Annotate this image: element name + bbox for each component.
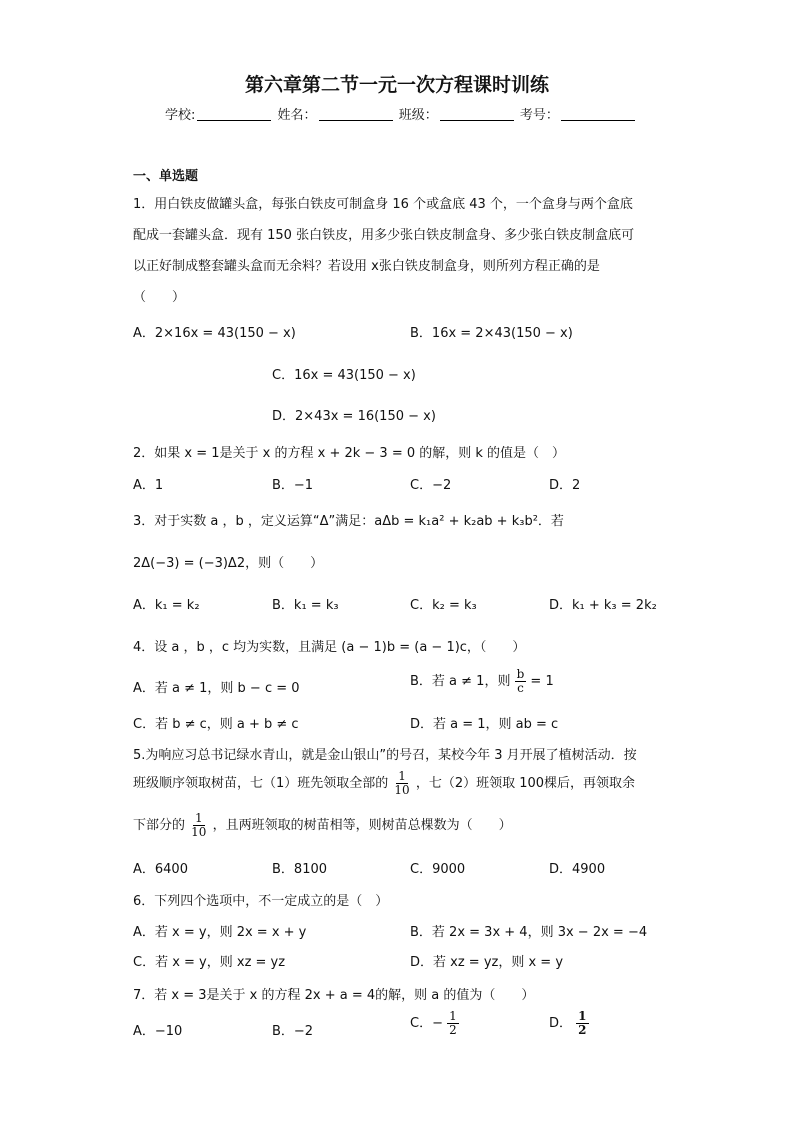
q5-line2 [133, 770, 635, 797]
name-label: 姓名： [277, 108, 317, 123]
q4-option-c[interactable]: C．若 b ≠ c，则 a + b ≠ c [133, 717, 299, 732]
school-blank [197, 108, 271, 121]
q3-option-d[interactable]: D．k₁ + k₃ = 2k₂ [549, 598, 657, 613]
q5-option-a[interactable]: A．6400 [133, 862, 188, 877]
q5-option-b[interactable]: B．8100 [272, 862, 328, 877]
q3-option-b[interactable]: B．k₁ = k₃ [272, 598, 339, 613]
q2-option-b[interactable]: B．−1 [272, 478, 314, 493]
school-label: 学校: [165, 108, 196, 123]
q3-option-a[interactable]: A．k₁ = k₂ [133, 598, 200, 613]
q4-option-b-fraction [515, 668, 527, 695]
q7-option-c[interactable] [410, 1010, 459, 1037]
q1-option-a[interactable]: A．2×16x = 43(150 − x) [133, 326, 296, 341]
q7-option-c-prefix: C．− [410, 1016, 443, 1031]
q4-b-numerator: b [516, 667, 525, 681]
q4-option-d[interactable]: D．若 a = 1，则 ab = c [410, 717, 559, 732]
q7-stem: 7．若 x = 3是关于 x 的方程 2x + a = 4的解，则 a 的值为（ ） [133, 988, 535, 1003]
q2-stem: 2．如果 x = 1是关于 x 的方程 x + 2k − 3 = 0 的解，则 k 的值是（ ） [133, 446, 566, 461]
q5-line2-b: ，七（2）班领取 100棵后，再领取余 [415, 776, 636, 791]
q4-b-denominator: c [517, 681, 524, 695]
q4-option-b-suffix: = 1 [530, 674, 554, 689]
q5-frac1-numerator: 1 [398, 769, 406, 783]
q5-line2-a: 班级顺序领取树苗，七（1）班先领取全部的 [133, 776, 389, 791]
name-blank [319, 108, 393, 121]
q5-frac2-denominator: 10 [191, 825, 207, 839]
q5-line3-b: ，且两班领取的树苗相等，则树苗总棵数为（ ） [212, 818, 512, 833]
q4-option-b[interactable] [410, 668, 554, 695]
q7-c-denominator: 2 [449, 1023, 457, 1037]
class-blank [440, 108, 514, 121]
q1-option-d[interactable]: D．2×43x = 16(150 − x) [272, 409, 436, 424]
q1-option-c[interactable]: C．16x = 43(150 − x) [272, 368, 416, 383]
number-label: 考号： [519, 108, 559, 123]
q6-option-b[interactable]: B．若 2x = 3x + 4，则 3x − 2x = −4 [410, 925, 648, 940]
q3-line2: 2Δ(−3) = (−3)Δ2，则（ ） [133, 556, 324, 571]
q2-option-d[interactable]: D．2 [549, 478, 581, 493]
q5-line3-a: 下部分的 [133, 818, 186, 833]
q1-line1: 1．用白铁皮做罐头盒，每张白铁皮可制盒身 16 个或盒底 43 个，一个盒身与两个盒底 [133, 197, 633, 212]
q7-option-d[interactable] [549, 1010, 589, 1037]
q6-stem: 6．下列四个选项中，不一定成立的是（ ） [133, 894, 389, 909]
q7-option-a[interactable]: A．−10 [133, 1024, 183, 1039]
q1-line2: 配成一套罐头盒．现有 150 张白铁皮，用多少张白铁皮制盒身、多少张白铁皮制盒底可 [133, 228, 635, 243]
class-label: 班级： [398, 108, 438, 123]
q4-option-a[interactable]: A．若 a ≠ 1，则 b − c = 0 [133, 681, 300, 696]
q7-option-b[interactable]: B．−2 [272, 1024, 314, 1039]
q5-line1: 5.为响应习总书记绿水青山，就是金山银山”的号召，某校今年 3 月开展了植树活动．按 [133, 748, 637, 763]
q2-option-a[interactable]: A．1 [133, 478, 164, 493]
q6-option-a[interactable]: A．若 x = y，则 2x = x + y [133, 925, 307, 940]
q2-option-c[interactable]: C．−2 [410, 478, 452, 493]
q5-option-d[interactable]: D．4900 [549, 862, 606, 877]
q5-fraction-1 [392, 770, 411, 797]
q7-d-numerator: 1 [578, 1009, 587, 1023]
q7-d-denominator: 2 [578, 1023, 587, 1037]
q6-option-c[interactable]: C．若 x = y，则 xz = yz [133, 955, 286, 970]
q7-c-numerator: 1 [449, 1009, 457, 1023]
number-blank [561, 108, 635, 121]
q7-option-c-fraction [447, 1010, 459, 1037]
q3-option-c[interactable]: C．k₂ = k₃ [410, 598, 477, 613]
q1-line3: 以正好制成整套罐头盒而无余料？若设用 x张白铁皮制盒身，则所列方程正确的是 [133, 259, 600, 274]
section-heading: 一、单选题 [133, 169, 199, 184]
q4-option-b-prefix: B．若 a ≠ 1，则 [410, 674, 511, 689]
q5-option-c[interactable]: C．9000 [410, 862, 466, 877]
q5-frac2-numerator: 1 [194, 811, 203, 825]
q1-option-b[interactable]: B．16x = 2×43(150 − x) [410, 326, 573, 341]
page-title: 第六章第二节一元一次方程课时训练 [244, 74, 549, 96]
q5-fraction-2 [189, 812, 208, 839]
student-info-line [165, 104, 637, 123]
q3-line1: 3．对于实数 a ，b ，定义运算“Δ”满足：aΔb = k₁a² + k₂ab + k₃b²．若 [133, 514, 564, 529]
q6-option-d[interactable]: D．若 xz = yz，则 x = y [410, 955, 564, 970]
q1-line4: （ ） [133, 290, 186, 305]
q5-frac1-denominator: 10 [394, 783, 410, 797]
q4-stem: 4．设 a ，b ，c 均为实数，且满足 (a − 1)b = (a − 1)c，（ ） [133, 640, 526, 655]
q7-option-d-fraction [576, 1010, 588, 1037]
q7-option-d-prefix: D． [549, 1016, 573, 1031]
q5-line3 [133, 812, 512, 839]
